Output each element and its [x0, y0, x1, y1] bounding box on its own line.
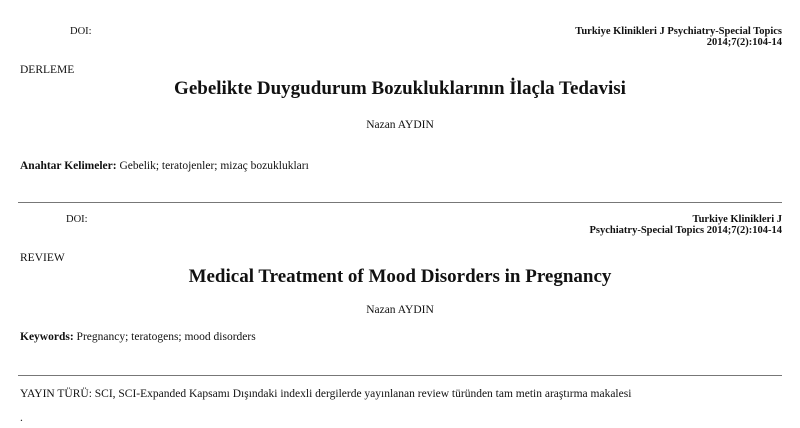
journal-citation-tr	[575, 26, 782, 48]
keywords-label-en: Keywords:	[20, 331, 74, 343]
journal-citation-en	[590, 214, 783, 236]
doi-label-tr: DOI:	[70, 26, 92, 37]
keywords-tr	[20, 160, 309, 172]
author-en: Nazan AYDIN	[366, 304, 434, 316]
section-label-en: REVIEW	[20, 252, 65, 264]
keywords-value-en: Pregnancy; teratogens; mood disorders	[73, 331, 256, 343]
trailing-mark: .	[20, 412, 23, 424]
journal-name-tr: Turkiye Klinikleri J Psychiatry-Special Topics	[575, 26, 782, 37]
article-title-en: Medical Treatment of Mood Disorders in Pregnancy	[188, 266, 612, 287]
journal-name-en: Turkiye Klinikleri J	[692, 214, 782, 225]
doi-label-en: DOI:	[66, 214, 88, 225]
journal-volume-en: Psychiatry-Special Topics 2014;7(2):104-14	[589, 225, 782, 236]
author-tr: Nazan AYDIN	[366, 119, 434, 131]
keywords-label-tr: Anahtar Kelimeler:	[20, 160, 117, 172]
divider-top	[18, 202, 782, 203]
publication-type-note: YAYIN TÜRÜ: SCI, SCI-Expanded Kapsamı Dışındaki indexli dergilerde yayınlanan review türünden tam metin araştırma makalesi	[20, 388, 632, 400]
keywords-value-tr: Gebelik; teratojenler; mizaç bozuklukları	[116, 160, 309, 172]
section-label-tr: DERLEME	[20, 64, 75, 76]
article-title-tr: Gebelikte Duygudurum Bozukluklarının İlaçla Tedavisi	[174, 78, 626, 99]
divider-bottom	[18, 375, 782, 376]
keywords-en	[20, 331, 256, 343]
journal-volume-tr: 2014;7(2):104-14	[706, 37, 782, 48]
